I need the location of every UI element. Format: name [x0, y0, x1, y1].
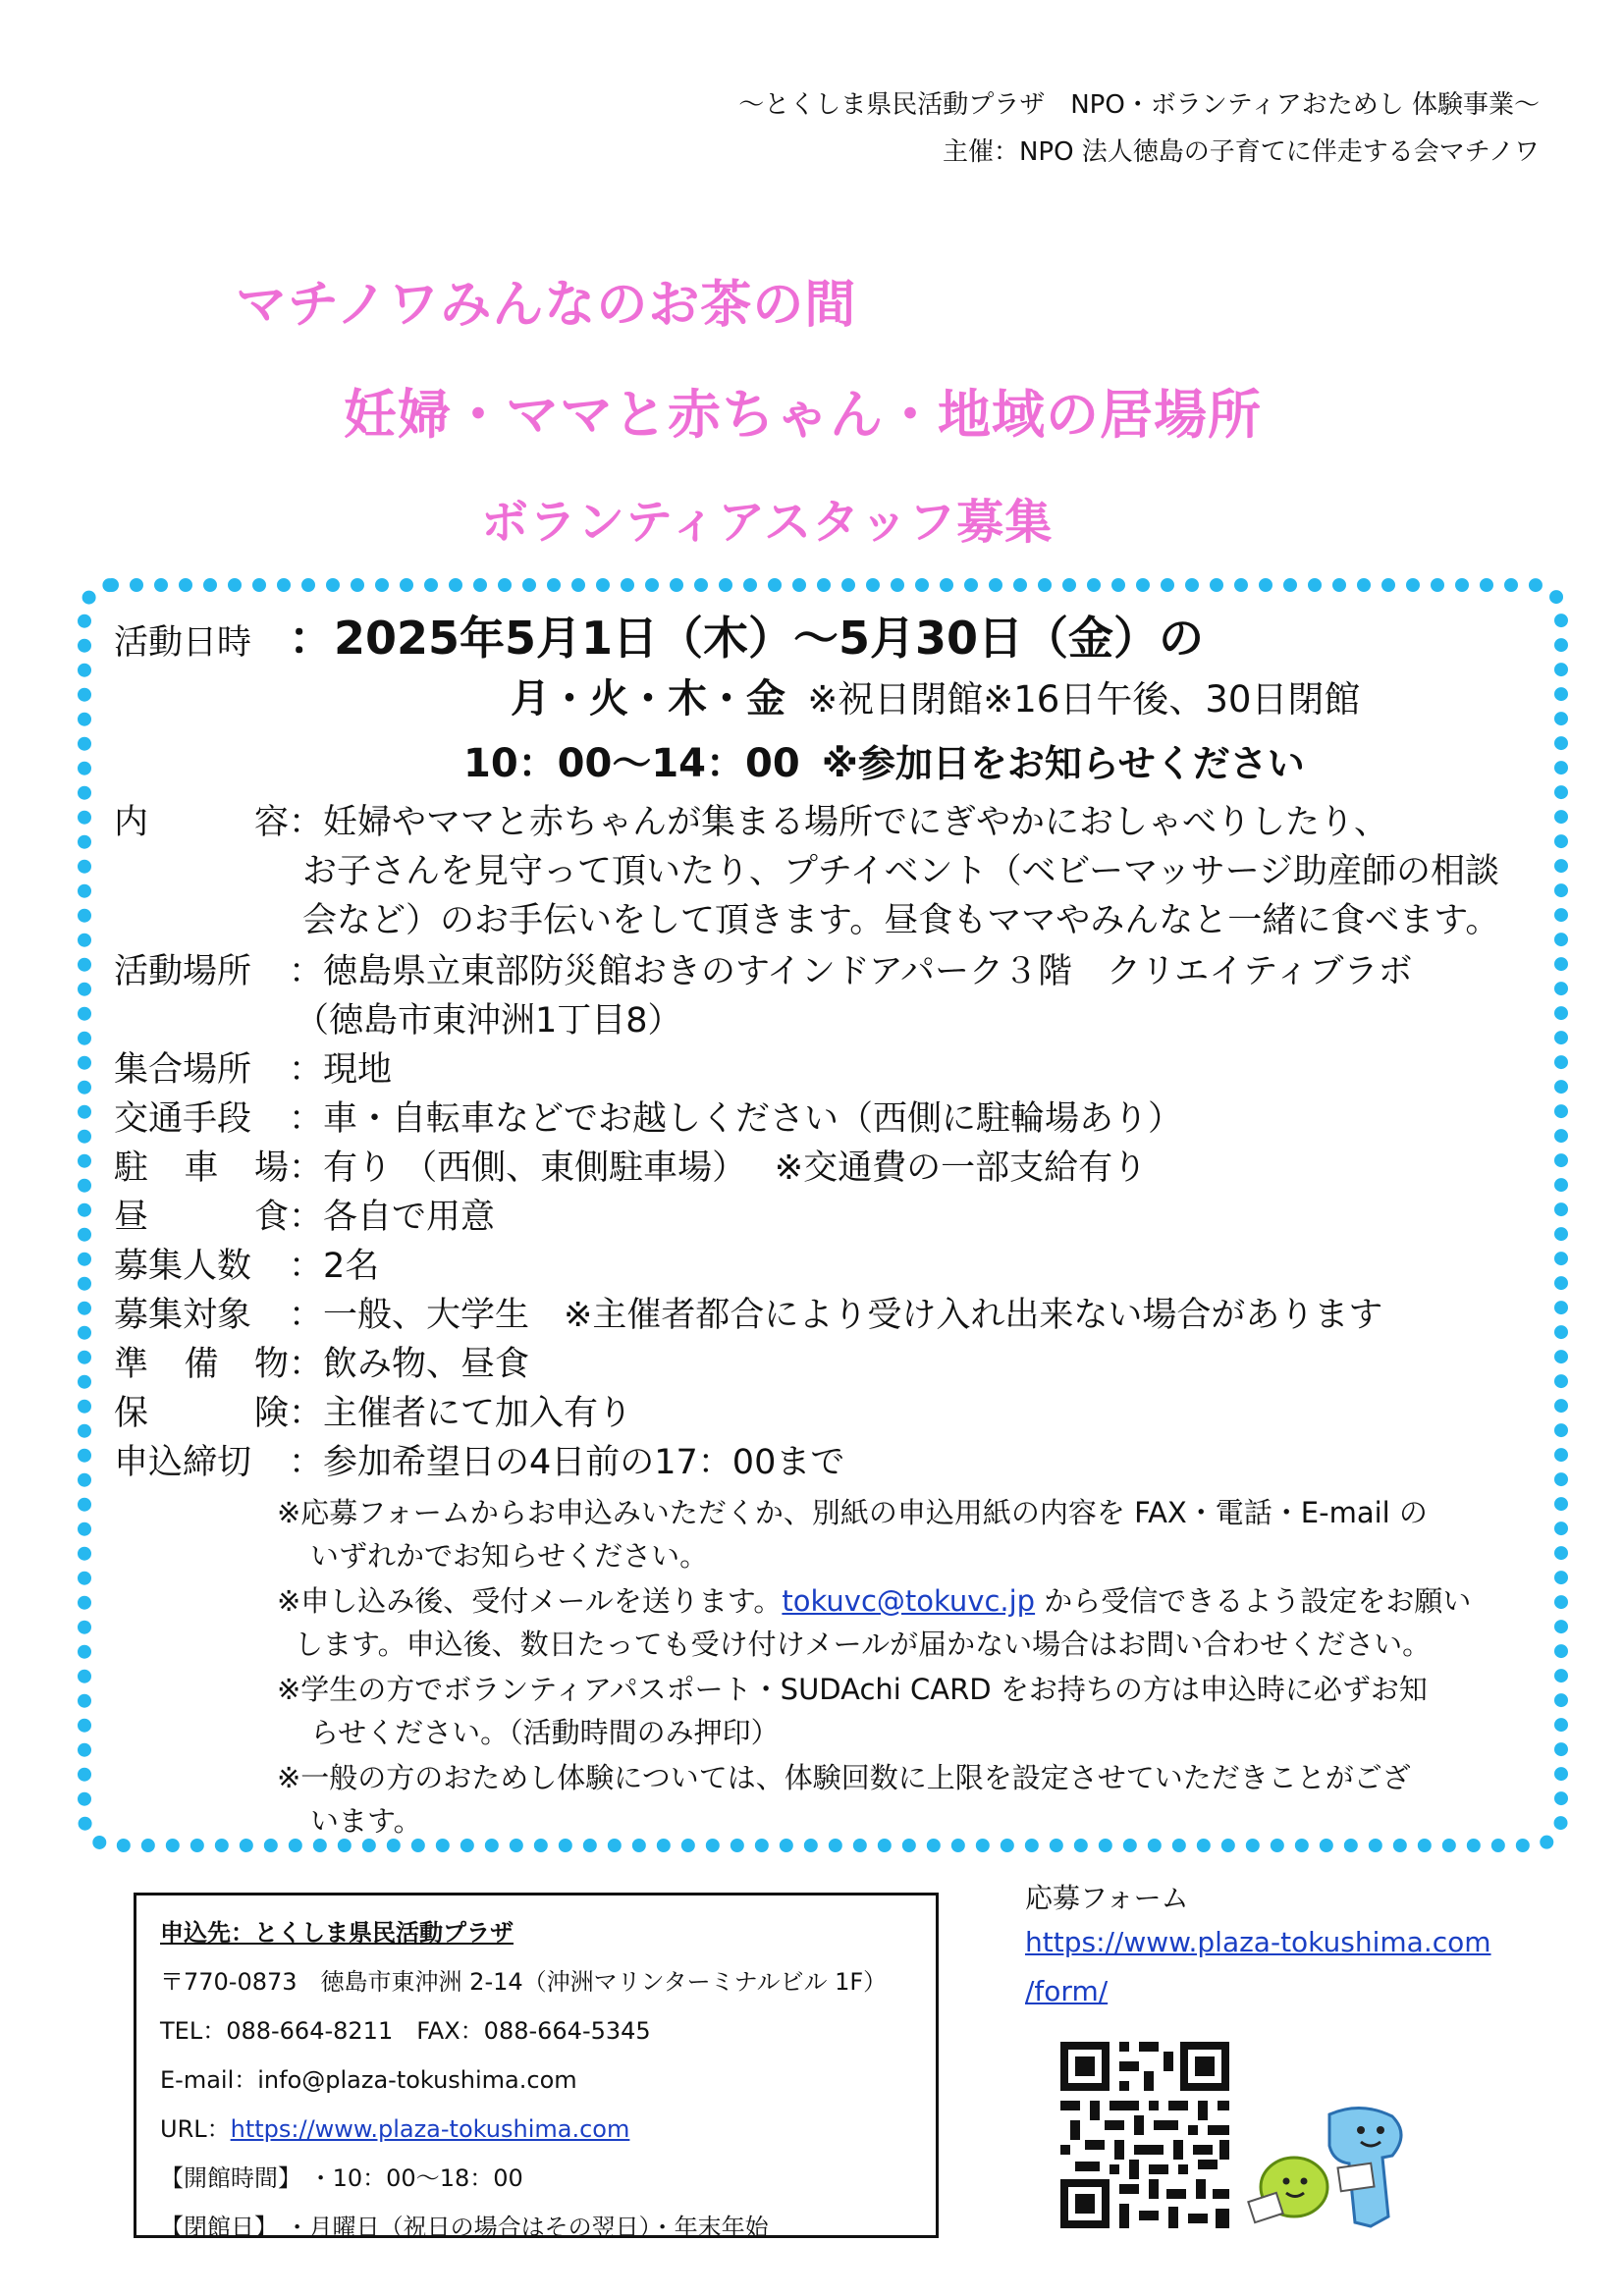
target-row — [114, 1296, 1382, 1335]
form-url-line-1[interactable]: https://www.plaza-tokushima.com — [1025, 1926, 1491, 1958]
note-1-line-2: いずれかでお知らせください。 — [310, 1539, 709, 1573]
lunch-label: 昼食 — [114, 1198, 289, 1237]
note-2-post: から受信できるよう設定をお願い — [1035, 1584, 1472, 1618]
note-1-line-1: ※応募フォームからお申込みいただくか、別紙の申込用紙の内容を FAX・電話・E-mail の — [277, 1496, 1428, 1529]
contact-closed: 【閉館日】 ・月曜日（祝日の場合はその翌日）・年末年始 — [160, 2214, 769, 2241]
note-3-line-2: らせください。（活動時間のみ押印） — [310, 1716, 780, 1749]
contact-box — [134, 1893, 939, 2241]
meet-value: ：現地 — [289, 1050, 393, 1090]
items-value: ：飲み物、昼食 — [289, 1345, 530, 1384]
capacity-value: ：2名 — [289, 1247, 380, 1286]
days-row — [511, 676, 1361, 721]
note-4-line-2: います。 — [310, 1804, 422, 1838]
mascot-icon — [1245, 2101, 1422, 2238]
items-label: 準備物 — [114, 1345, 289, 1384]
contact-tel-fax: TEL：088-664-8211 FAX：088-664-5345 — [160, 2017, 651, 2045]
form-label: 応募フォーム — [1025, 1882, 1189, 1914]
title-main: マチノワみんなのお茶の間 — [236, 276, 857, 335]
qr-code-icon[interactable] — [1060, 2042, 1229, 2228]
parking-row — [114, 1148, 1147, 1188]
note-3-line-1: ※学生の方でボランティアパスポート・SUDAchi CARD をお持ちの方は申込時に必ずお知 — [277, 1673, 1428, 1706]
contact-url-link[interactable]: https://www.plaza-tokushima.com — [230, 2115, 630, 2143]
capacity-row — [114, 1247, 379, 1286]
deadline-value: ：参加希望日の4日前の17：00まで — [289, 1443, 845, 1482]
content-row — [114, 803, 1388, 842]
insurance-label: 保険 — [114, 1394, 289, 1433]
place-label: 活動場所 — [114, 952, 252, 991]
date-main: ：2025年5月1日（木）～5月30日（金）の — [289, 612, 1205, 665]
meet-label: 集合場所 — [114, 1050, 252, 1090]
transport-label: 交通手段 — [114, 1099, 252, 1139]
note-4-line-1: ※一般の方のおためし体験については、体験回数に上限を設定させていただきことがござ — [277, 1761, 1411, 1794]
time-row — [463, 741, 1305, 786]
transport-value: ：車・自転車などでお越しください（西側に駐輪場あり） — [289, 1099, 1183, 1139]
note-2-line-1 — [277, 1584, 1471, 1618]
contact-url-label: URL： — [160, 2115, 231, 2143]
title-sub: 妊婦・ママと赤ちゃん・地域の居場所 — [344, 384, 1262, 446]
note-2-line-2: します。申込後、数日たっても受け付けメールが届かない場合はお問い合わせください。 — [295, 1628, 1432, 1661]
note-2-pre: ※申し込み後、受付メールを送ります。 — [277, 1584, 783, 1618]
date-label: 活動日時 — [114, 623, 252, 663]
parking-value: ：有り （西側、東側駐車場） ※交通費の一部支給有り — [289, 1148, 1148, 1188]
content-line-3: 会など）のお手伝いをして頂きます。昼食もママやみんなと一緒に食べます。 — [302, 901, 1500, 940]
deadline-label: 申込締切 — [114, 1443, 252, 1482]
parking-label: 駐車場 — [114, 1148, 289, 1188]
lunch-row — [114, 1198, 495, 1237]
contact-title: 申込先：とくしま県民活動プラザ — [160, 1919, 514, 1947]
target-value: ：一般、大学生 ※主催者都合により受け入れ出来ない場合があります — [289, 1296, 1383, 1335]
contact-email: E-mail：info@plaza-tokushima.com — [160, 2066, 577, 2094]
lunch-value: ：各自で用意 — [289, 1198, 496, 1237]
date-row — [114, 612, 1205, 665]
transport-row — [114, 1099, 1182, 1139]
insurance-row — [114, 1394, 632, 1433]
form-url-line-2[interactable]: /form/ — [1025, 1975, 1109, 2007]
contact-address: 〒770-0873 徳島市東沖洲 2-14（沖洲マリンターミナルビル 1F） — [160, 1968, 888, 1996]
contact-hours: 【開館時間】 ・10：00～18：00 — [160, 2164, 523, 2192]
capacity-label: 募集人数 — [114, 1247, 252, 1286]
header-organizer: 主催：NPO 法人徳島の子育てに伴走する会マチノワ — [942, 137, 1540, 167]
content-line-1: ：妊婦やママと赤ちゃんが集まる場所でにぎやかにおしゃべりしたり、 — [289, 803, 1389, 842]
time-note: ※参加日をお知らせください — [821, 742, 1305, 785]
content-label: 内容 — [114, 803, 289, 842]
place-line-2: （徳島市東沖洲1丁目8） — [295, 1001, 682, 1041]
header-line-1: ～とくしま県民活動プラザ NPO・ボランティアおためし 体験事業～ — [738, 90, 1540, 120]
title-recruit: ボランティアスタッフ募集 — [481, 495, 1054, 550]
time-value: 10：00～14：00 — [463, 741, 800, 786]
days-note: ※祝日閉館※16日午後、30日閉館 — [807, 678, 1361, 721]
place-line-1: ：徳島県立東部防災館おきのすインドアパーク３階 クリエイティブラボ — [289, 952, 1413, 991]
days-value: 月・火・木・金 — [511, 676, 785, 721]
insurance-value: ：主催者にて加入有り — [289, 1394, 633, 1433]
target-label: 募集対象 — [114, 1296, 252, 1335]
contact-url-row — [160, 2109, 629, 2144]
deadline-row — [114, 1443, 844, 1482]
email-link[interactable]: tokuvc@tokuvc.jp — [782, 1584, 1036, 1618]
items-row — [114, 1345, 529, 1384]
place-row — [114, 952, 1413, 991]
meet-row — [114, 1050, 392, 1090]
content-line-2: お子さんを見守って頂いたり、プチイベント（ベビーマッサージ助産師の相談 — [302, 852, 1500, 891]
